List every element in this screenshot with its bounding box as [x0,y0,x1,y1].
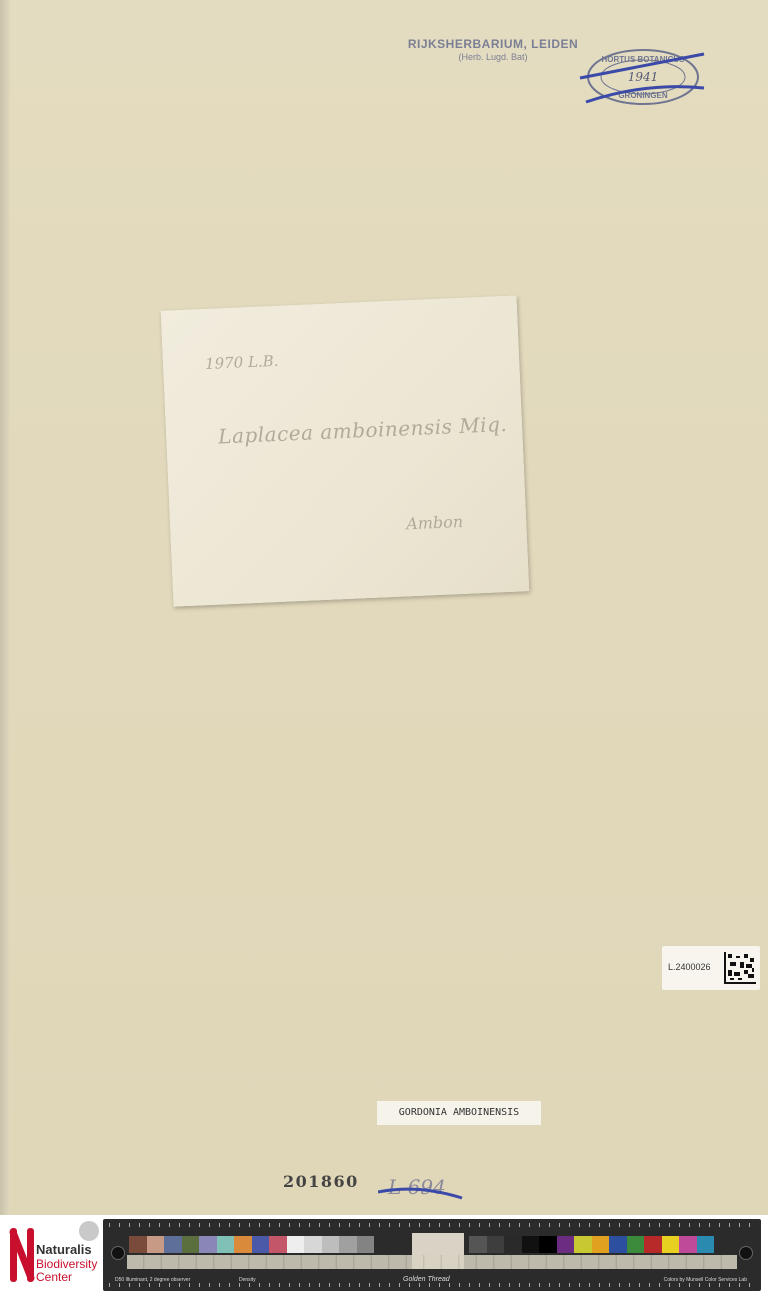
color-patch [322,1236,340,1253]
barcode-number: L.2400026 [668,962,711,972]
color-patch [644,1236,662,1253]
color-patch [129,1236,147,1253]
groningen-stamp [576,42,710,112]
color-patch [234,1236,252,1253]
logo-word-biodiversity: Biodiversity [36,1257,98,1271]
leiden-stamp-line2: (Herb. Lugd. Bat) [458,51,528,62]
color-patch [539,1236,557,1253]
color-card-right-caption: Colors by Munsell Color Services Lab [663,1277,747,1283]
color-patch [164,1236,182,1253]
barcode-label [662,946,760,990]
color-card-center-caption: Golden Thread [403,1276,450,1283]
envelope-year-note: 1970 L.B. [204,351,279,374]
envelope-species-name: Laplacea amboinensis Miq. [217,411,508,449]
color-card-bottom-scale [109,1283,755,1287]
color-patch [697,1236,715,1253]
color-patch [252,1236,270,1253]
color-patch [339,1236,357,1253]
old-number-text: L 694 [388,1175,446,1199]
leiden-stamp-line1: RIJKSHERBARIUM, LEIDEN [407,37,579,51]
color-card-right-target-icon [739,1246,753,1260]
color-patch [627,1236,645,1253]
color-patch [357,1236,375,1253]
color-patch [504,1236,522,1253]
color-patch [679,1236,697,1253]
color-card-density-caption: Density [239,1277,256,1283]
groningen-stamp-top: HORTUS BOTANICUS [601,55,685,64]
color-patch [217,1236,235,1253]
color-patch [287,1236,305,1253]
color-card-left-target-icon [111,1246,125,1260]
color-patch [182,1236,200,1253]
color-patch [469,1236,487,1253]
color-patch [199,1236,217,1253]
color-patch [304,1236,322,1253]
color-patch [609,1236,627,1253]
color-patch [487,1236,505,1253]
naturalis-logo [8,1222,104,1290]
old-number-annotation [378,1168,464,1206]
datamatrix-barcode-icon [724,952,756,984]
naturalis-n-logo-icon [8,1226,38,1284]
accession-number: 201860 [283,1172,359,1191]
naturalis-dot-icon [78,1220,100,1242]
color-patch [522,1236,540,1253]
groningen-stamp-bottom: GRONINGEN [618,91,668,100]
sheet-edge [0,0,10,1215]
color-card-values-strip [127,1255,737,1269]
logo-word-naturalis: Naturalis [36,1242,92,1257]
color-card-top-scale [109,1223,755,1227]
color-patch [592,1236,610,1253]
groningen-stamp-year: 1941 [627,70,659,84]
logo-word-center: Center [36,1270,73,1284]
color-patch [662,1236,680,1253]
determination-label: GORDONIA AMBOINENSIS [377,1101,541,1125]
color-patch [269,1236,287,1253]
color-patch [574,1236,592,1253]
color-card-left-caption: D50 Illuminant, 2 degree observer [115,1277,191,1283]
color-patch [147,1236,165,1253]
color-calibration-card [103,1219,761,1291]
leiden-stamp [398,38,588,62]
color-patches-right [469,1236,714,1253]
envelope-locality: Ambon [405,511,464,534]
color-patch [557,1236,575,1253]
specimen-envelope[interactable] [161,295,530,606]
color-patches-left [129,1236,374,1253]
